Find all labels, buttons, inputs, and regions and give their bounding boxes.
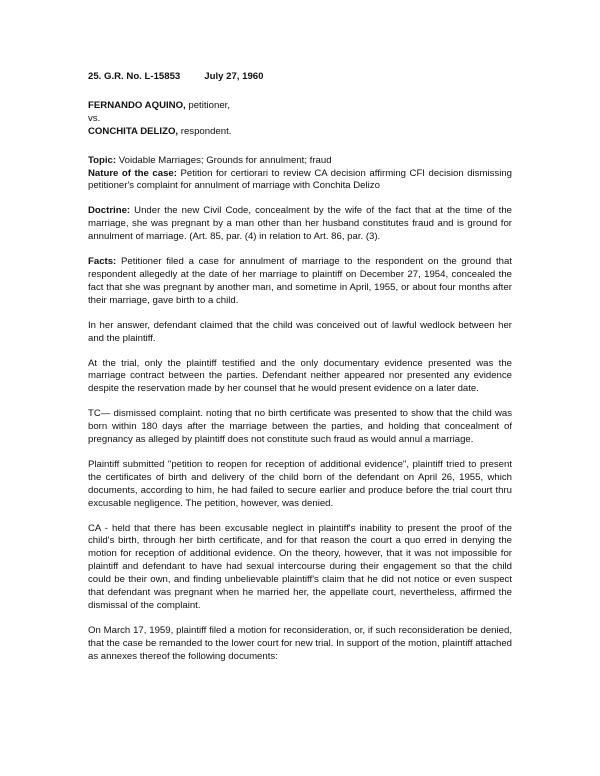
- facts-text: Petitioner filed a case for annulment of marriage to the respondent on the ground that respondent allegedly at the date of her marriage to plaintiff on December 27, 1954, concealed the fact that she was pregnant by another man, and sometime in April, 1955, or about four months after their marriage, gave birth to a child.: [88, 256, 512, 306]
- petitioner-role: petitioner,: [185, 99, 230, 111]
- trial-paragraph: At the trial, only the plaintiff testified and the only documentary evidence presented was the marriage contract between the parties. Defendant neither appeared nor presented any evidence despite the reservation made by her counsel that he would present evidence on a later date.: [88, 357, 512, 395]
- trial-court-paragraph: TC— dismissed complaint. noting that no birth certificate was presented to show that the child was born within 180 days after the marriage between the parties, and holding that concealment of pregnancy as alleged by plaintiff does not constitute such fraud as would annul a marriage.: [88, 408, 512, 446]
- nature-paragraph: [88, 168, 512, 194]
- topic-label: Topic:: [88, 154, 117, 166]
- court-of-appeals-paragraph: CA - held that there has been excusable neglect in plaintiff's inability to present the proof of the child's birth, through her birth certificate, and for that reason the court a quo erred in denying the motion for reception of additional evidence. On the theory, however, that it was not impossible for plaintiff and defendant to have had sexual intercourse during their engagement so that the child could be their own, and finding unbelievable plaintiff's claim that he did not notice or even suspect that defendant was pregnant when he married her, the appellate court, nevertheless, affirmed the dismissal of the complaint.: [88, 522, 512, 611]
- answer-paragraph: In her answer, defendant claimed that the child was conceived out of lawful wedlock between her and the plaintiff.: [88, 319, 512, 344]
- nature-text: Petition for certiorari to review CA decision affirming CFI decision dismissing petitioner's complaint for annulment of marriage with Conchita Delizo: [88, 167, 512, 192]
- parties-block: [88, 100, 512, 139]
- respondent-name: CONCHITA DELIZO,: [88, 125, 179, 137]
- reconsideration-paragraph: On March 17, 1959, plaintiff filed a motion for reconsideration, or, if such reconsideration be denied, that the case be remanded to the lower court for new trial. In support of the motion, plaintiff attached as annexes thereof the following documents:: [88, 624, 512, 662]
- respondent-line: [88, 126, 512, 139]
- petitioner-line: [88, 100, 512, 113]
- case-header: [88, 71, 512, 84]
- facts-paragraph: [88, 256, 512, 308]
- case-date: July 27, 1960: [204, 71, 264, 82]
- topic-text: Voidable Marriages; Grounds for annulment; fraud: [116, 154, 332, 166]
- topic-line: [88, 155, 512, 168]
- doctrine-paragraph: [88, 205, 512, 244]
- respondent-role: respondent.: [178, 125, 232, 137]
- petition-reopen-paragraph: Plaintiff submitted "petition to reopen for reception of additional evidence", plaintiff tried to present the certificates of birth and delivery of the child born of the defendant on April 26, 1955, which documents, according to him, he had failed to secure earlier and produce before the trial court thru excusable negligence. The petition, however, was denied.: [88, 458, 512, 509]
- case-number: 25. G.R. No. L-15853: [88, 71, 181, 82]
- versus-line: vs.: [88, 112, 101, 124]
- petitioner-name: FERNANDO AQUINO,: [88, 99, 186, 111]
- facts-label: Facts:: [88, 256, 117, 268]
- nature-label: Nature of the case:: [88, 167, 177, 179]
- doctrine-label: Doctrine:: [88, 205, 131, 217]
- doctrine-text: Under the new Civil Code, concealment by the wife of the fact that at the time of the marriage, she was pregnant by a man other than her husband constitutes fraud and is ground for annulment of marriage. (Art. 85, par. (4) in relation to Art. 86, par. (3).: [88, 205, 512, 243]
